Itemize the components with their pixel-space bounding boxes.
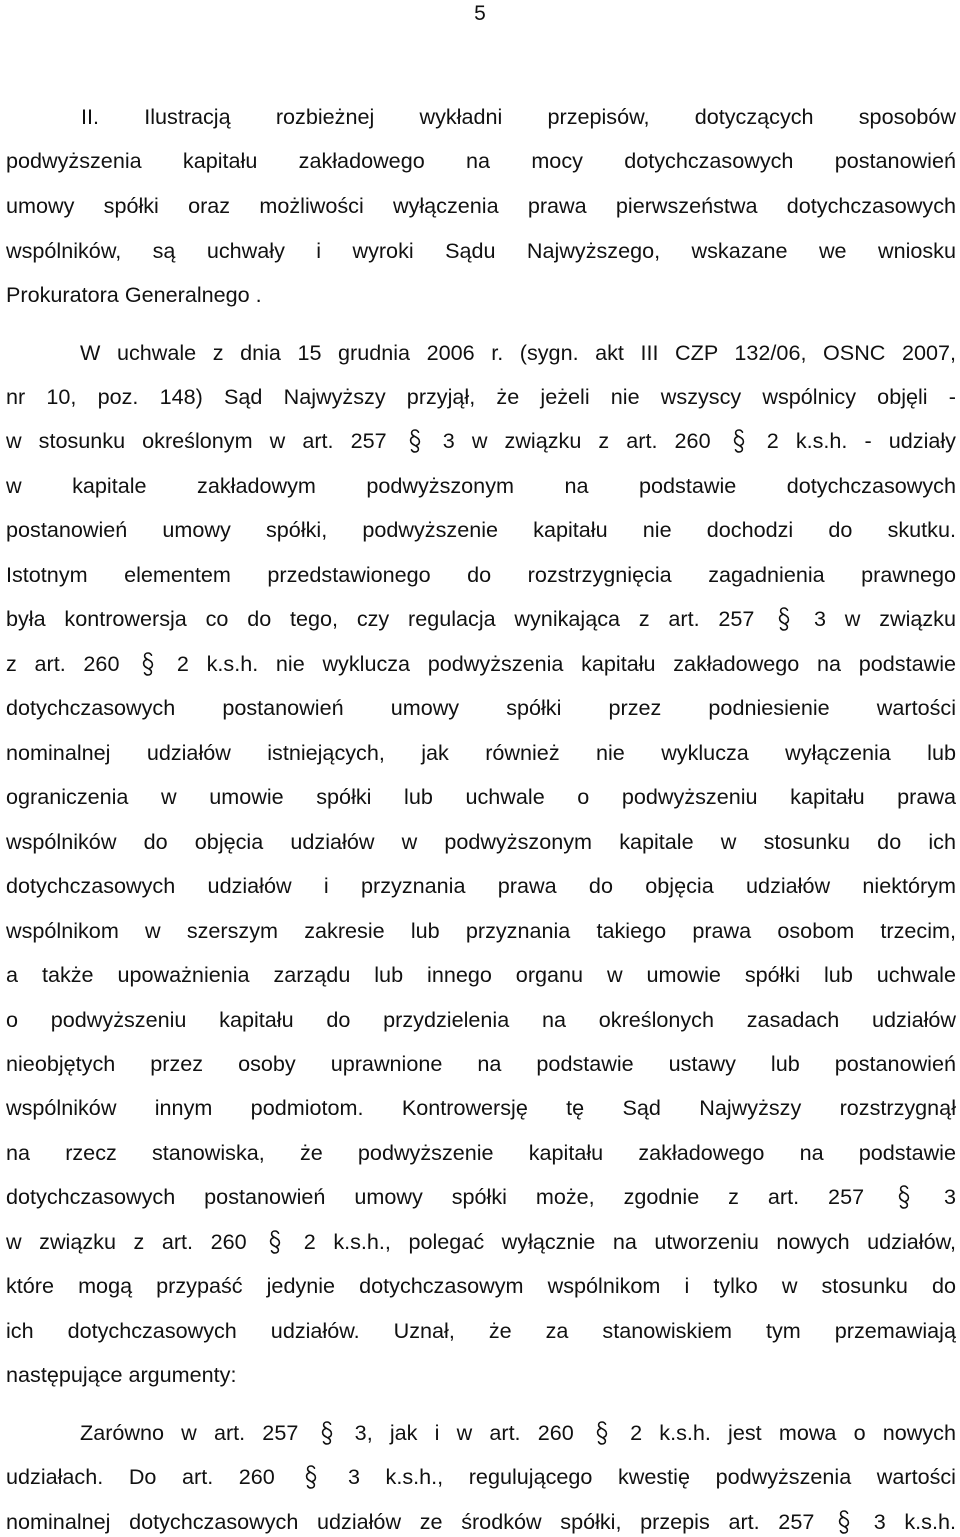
text-line — [6, 1508, 956, 1536]
text-line — [6, 1006, 956, 1034]
text-line — [6, 1317, 956, 1345]
text-line — [6, 1139, 956, 1167]
text-segment: w kapitale zakładowym podwyższonym na podstawie dotychczasowych — [6, 473, 956, 498]
text-segment: wspólników innym podmiotom. Kontrowersję tę Sąd Najwyższy rozstrzygnął — [6, 1095, 956, 1120]
text-line — [6, 1228, 956, 1256]
text-line — [6, 1050, 956, 1078]
text-line — [6, 281, 956, 309]
text-segment: a także upoważnienia zarządu lub innego organu w umowie spółki lub uchwale — [6, 962, 956, 987]
text-segment: była kontrowersja co do tego, czy regulacja wynikająca z art. 257 — [6, 606, 774, 631]
text-line — [6, 783, 956, 811]
text-line — [81, 103, 956, 131]
text-segment: 3, jak i w art. 260 — [337, 1420, 591, 1445]
text-segment: następujące argumenty: — [6, 1362, 237, 1387]
text-line — [6, 694, 956, 722]
text-line — [6, 147, 956, 175]
text-segment: w związku z art. 260 — [6, 1229, 265, 1254]
section-sign-icon — [896, 1183, 912, 1211]
text-segment: dotychczasowych udziałów i przyznania prawa do objęcia udziałów niektórym — [6, 873, 956, 898]
text-line — [6, 192, 956, 220]
text-segment: o podwyższeniu kapitału do przydzielenia na określonych zasadach udziałów — [6, 1007, 956, 1032]
section-sign-icon — [140, 650, 156, 678]
text-segment: ograniczenia w umowie spółki lub uchwale o podwyższeniu kapitału prawa — [6, 784, 956, 809]
text-line — [6, 961, 956, 989]
text-segment: 2 k.s.h. - udziały — [749, 428, 956, 453]
text-segment: nr 10, poz. 148) Sąd Najwyższy przyjął, że jeżeli nie wszyscy wspólnicy objęli - — [6, 384, 956, 409]
text-segment: postanowień umowy spółki, podwyższenie kapitału nie dochodzi do skutku. — [6, 517, 956, 542]
text-segment: nominalnej dotychczasowych udziałów ze środków spółki, przepis art. 257 — [6, 1509, 834, 1534]
text-segment: 3 k.s.h., regulującego kwestię podwyższenia wartości — [322, 1464, 956, 1489]
text-segment: 3 w związku — [795, 606, 956, 631]
text-segment: dotychczasowych postanowień umowy spółki przez podniesienie wartości — [6, 695, 956, 720]
section-sign-icon — [267, 1228, 283, 1256]
text-segment: ich dotychczasowych udziałów. Uznał, że za stanowiskiem tym przemawiają — [6, 1318, 956, 1343]
text-line — [6, 1272, 956, 1300]
text-segment: W uchwale z dnia 15 grudnia 2006 r. (sygn. akt III CZP 132/06, OSNC 2007, — [80, 340, 956, 365]
text-line — [6, 561, 956, 589]
text-segment: 3 w związku z art. 260 — [425, 428, 728, 453]
text-segment: wspólników do objęcia udziałów w podwyższonym kapitale w stosunku do ich — [6, 829, 956, 854]
text-segment: nieobjętych przez osoby uprawnione na podstawie ustawy lub postanowień — [6, 1051, 956, 1076]
text-line — [6, 1094, 956, 1122]
page-number: 5 — [474, 2, 486, 25]
text-line — [80, 339, 956, 367]
section-sign-icon — [303, 1463, 319, 1491]
text-line — [6, 650, 956, 678]
text-segment: 3 k.s.h. — [855, 1509, 956, 1534]
text-line — [6, 917, 956, 945]
text-segment: dotychczasowych postanowień umowy spółki może, zgodnie z art. 257 — [6, 1184, 894, 1209]
text-segment: które mogą przypaść jedynie dotychczasowym wspólnikom i tylko w stosunku do — [6, 1273, 956, 1298]
text-segment: Prokuratora Generalnego . — [6, 282, 262, 307]
text-line — [6, 472, 956, 500]
text-segment: 2 k.s.h. jest mowa o nowych — [612, 1420, 956, 1445]
section-sign-icon — [776, 605, 792, 633]
text-segment: Zarówno w art. 257 — [80, 1420, 316, 1445]
text-line — [6, 872, 956, 900]
text-segment: w stosunku określonym w art. 257 — [6, 428, 404, 453]
text-segment: nominalnej udziałów istniejących, jak również nie wyklucza wyłączenia lub — [6, 740, 956, 765]
text-segment: udziałach. Do art. 260 — [6, 1464, 301, 1489]
text-line — [6, 1463, 956, 1491]
section-sign-icon — [594, 1419, 610, 1447]
text-line — [6, 516, 956, 544]
text-line — [6, 427, 956, 455]
text-segment: 2 k.s.h. nie wyklucza podwyższenia kapitału zakładowego na podstawie — [159, 651, 956, 676]
text-segment: umowy spółki oraz możliwości wyłączenia prawa pierwszeństwa dotychczasowych — [6, 193, 956, 218]
text-segment: II. Ilustracją rozbieżnej wykładni przepisów, dotyczących sposobów — [81, 104, 956, 129]
text-line — [80, 1419, 956, 1447]
text-line — [6, 1361, 956, 1389]
text-segment: podwyższenia kapitału zakładowego na mocy dotychczasowych postanowień — [6, 148, 956, 173]
text-segment: z art. 260 — [6, 651, 138, 676]
section-sign-icon — [319, 1419, 335, 1447]
text-segment: wspólników, są uchwały i wyroki Sądu Najwyższego, wskazane we wniosku — [6, 238, 956, 263]
section-sign-icon — [731, 427, 747, 455]
text-segment: na rzecz stanowiska, że podwyższenie kapitału zakładowego na podstawie — [6, 1140, 956, 1165]
text-segment: Istotnym elementem przedstawionego do rozstrzygnięcia zagadnienia prawnego — [6, 562, 956, 587]
text-line — [6, 1183, 956, 1211]
section-sign-icon — [407, 427, 423, 455]
text-segment: 3 — [915, 1184, 956, 1209]
text-line — [6, 828, 956, 856]
text-segment: wspólnikom w szerszym zakresie lub przyznania takiego prawa osobom trzecim, — [6, 918, 956, 943]
text-segment: 2 k.s.h., polegać wyłącznie na utworzeniu nowych udziałów, — [286, 1229, 956, 1254]
section-sign-icon — [836, 1508, 852, 1536]
text-line — [6, 237, 956, 265]
text-line — [6, 605, 956, 633]
text-line — [6, 739, 956, 767]
text-line — [6, 383, 956, 411]
